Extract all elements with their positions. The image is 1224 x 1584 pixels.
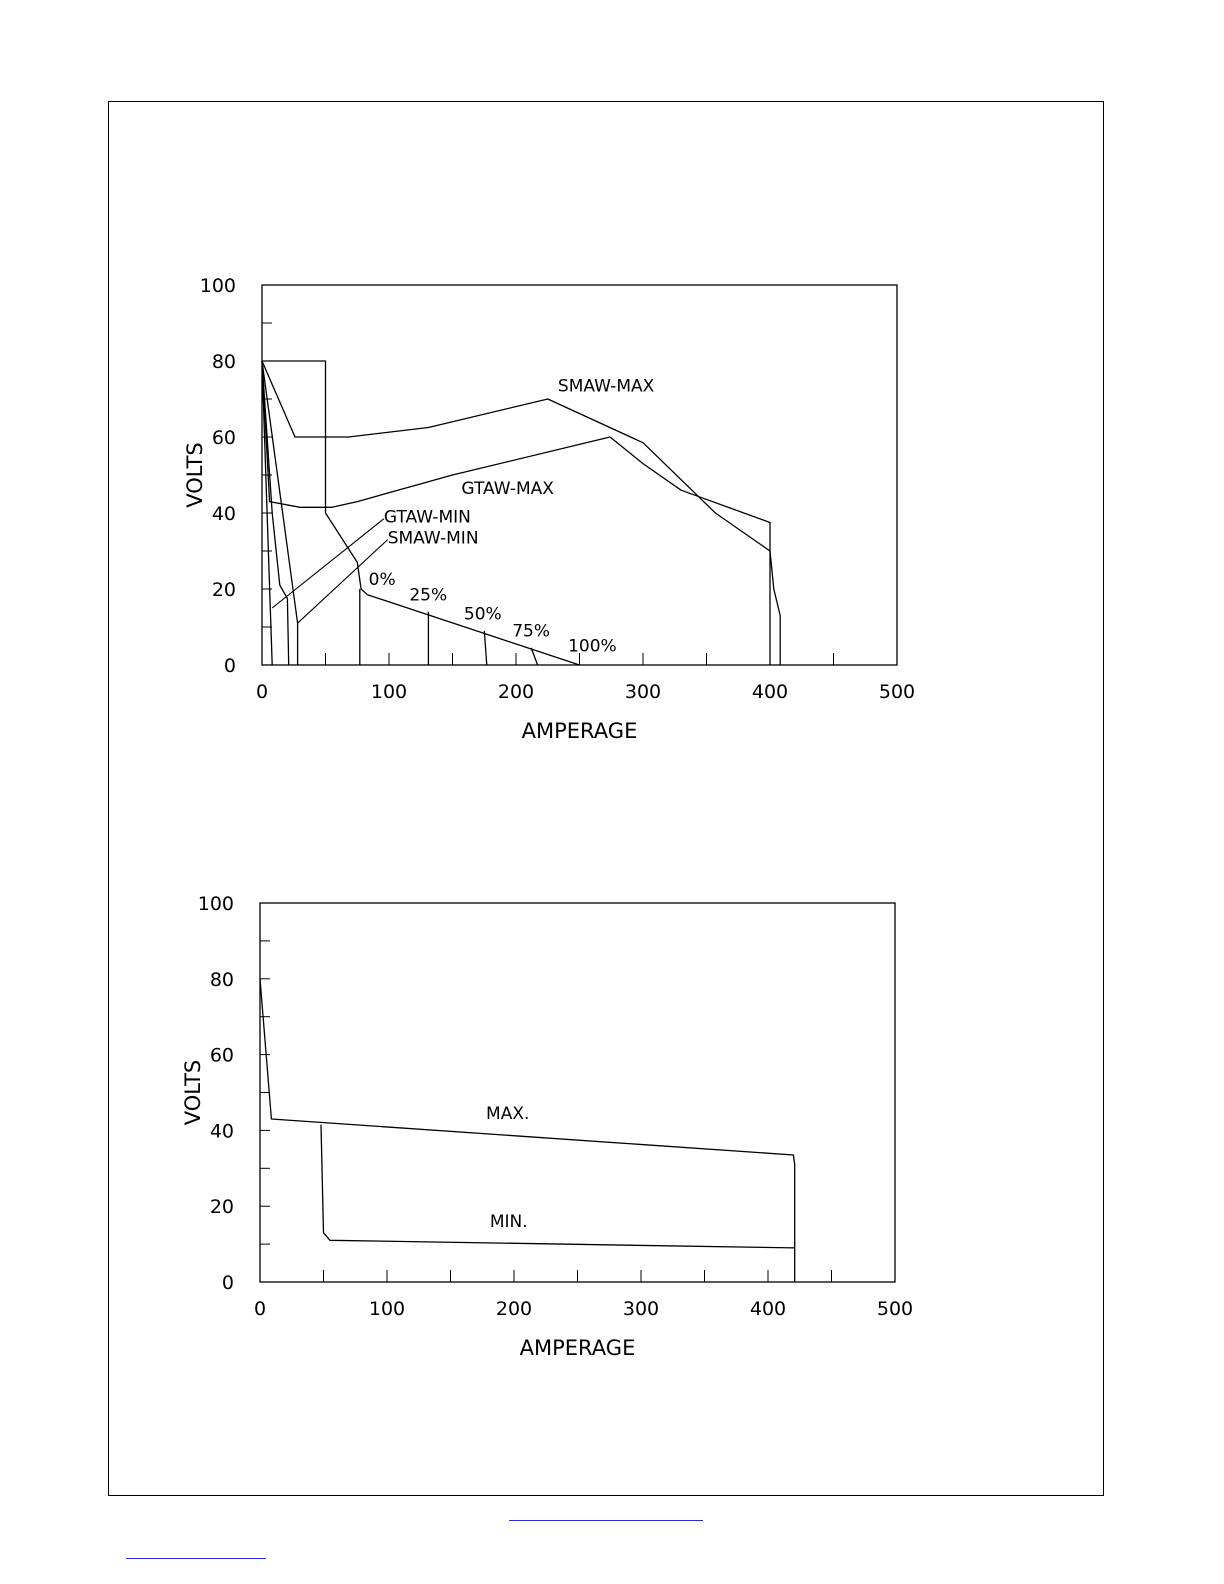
curve-label: SMAW-MAX	[557, 376, 655, 397]
curve-label: GTAW-MAX	[461, 479, 554, 499]
x-tick-label: 0	[253, 1298, 267, 1320]
y-tick-label: 40	[211, 503, 236, 525]
curve-label: 75%	[512, 621, 550, 642]
y-tick-label: 0	[223, 655, 236, 677]
series-max-line	[260, 979, 795, 1282]
curve-label: MAX.	[486, 1104, 530, 1125]
link-underline[interactable]	[126, 1558, 266, 1559]
chart-bottom	[181, 893, 913, 1360]
curve-label: 50%	[463, 604, 502, 625]
y-tick-label: 80	[211, 351, 236, 373]
x-tick-label: 300	[622, 1298, 660, 1320]
y-tick-label: 100	[197, 893, 234, 915]
y-axis-label: VOLTS	[181, 1059, 205, 1126]
series-min-line	[321, 1125, 795, 1248]
x-tick-label: 400	[751, 681, 789, 703]
curve-label: 0%	[368, 570, 396, 591]
plot-frame	[262, 285, 897, 665]
x-tick-label: 500	[876, 1298, 914, 1320]
x-tick-label: 0	[255, 681, 269, 703]
y-tick-label: 80	[209, 968, 234, 991]
x-tick-label: 200	[497, 681, 535, 703]
curve-label: 100%	[568, 636, 617, 657]
y-tick-label: 60	[209, 1044, 234, 1067]
x-tick-label: 100	[370, 681, 408, 703]
plot-frame	[260, 903, 895, 1282]
y-tick-label: 20	[209, 1196, 234, 1219]
series-50-line	[484, 631, 487, 665]
x-tick-label: 300	[624, 681, 662, 703]
x-tick-label: 100	[368, 1298, 406, 1320]
curve-label: SMAW-MIN	[387, 528, 479, 549]
x-tick-label: 200	[495, 1298, 533, 1320]
y-tick-label: 100	[199, 275, 236, 297]
y-tick-label: 20	[211, 579, 236, 601]
curve-label: MIN.	[489, 1212, 528, 1233]
series-smaw-max-line	[262, 361, 780, 665]
x-axis-label: AMPERAGE	[521, 719, 638, 743]
x-axis-label: AMPERAGE	[519, 1336, 636, 1360]
y-tick-label: 40	[209, 1120, 234, 1143]
x-tick-label: 500	[878, 681, 916, 703]
chart-top	[183, 275, 915, 743]
x-tick-label: 400	[749, 1298, 787, 1320]
curve-label: 25%	[409, 585, 448, 606]
y-tick-label: 60	[211, 427, 236, 449]
y-axis-label: VOLTS	[183, 442, 207, 508]
y-tick-label: 0	[221, 1272, 234, 1294]
link-underline[interactable]	[509, 1520, 703, 1521]
curve-label: GTAW-MIN	[383, 507, 471, 528]
